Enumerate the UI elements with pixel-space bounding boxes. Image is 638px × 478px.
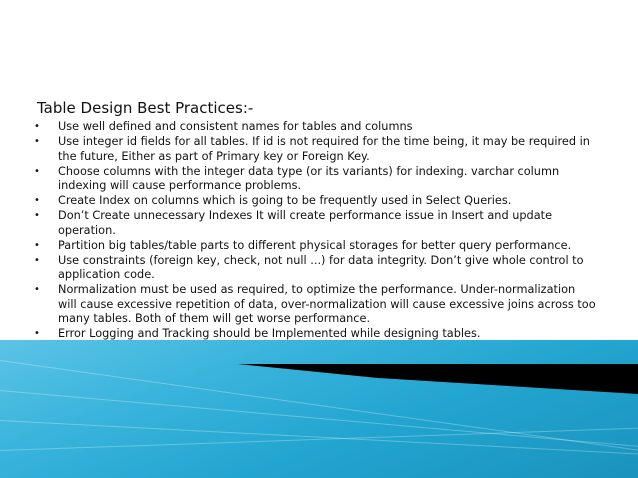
bullet-marker: • <box>34 254 40 266</box>
bullet-text: Use integer id fields for all tables. If id is not required for the time being, it may be required in the future, Either as part of Primary key or Foreign Key. <box>58 135 590 163</box>
bullet-item <box>34 238 597 254</box>
bullet-item <box>34 283 597 327</box>
bullet-marker: • <box>34 328 40 339</box>
bullet-item <box>34 209 597 238</box>
decorative-blue-band <box>0 340 638 478</box>
bullet-marker: • <box>34 239 40 251</box>
bullet-text: Use well defined and consistent names for tables and columns <box>58 120 413 133</box>
bullet-marker: • <box>34 210 40 221</box>
bullet-marker: • <box>34 284 40 295</box>
bullet-marker: • <box>34 136 40 147</box>
decorative-black-wedge <box>238 364 638 394</box>
bullet-text: Use constraints (foreign key, check, not null ...) for data integrity. Don’t give whole control to application code. <box>58 253 584 281</box>
bullet-item <box>34 327 597 342</box>
bullet-item <box>34 120 597 135</box>
bullet-text: Error Logging and Tracking should be Implemented while designing tables. <box>58 327 481 340</box>
decorative-line <box>0 390 638 452</box>
bullet-text: Normalization must be used as required, to optimize the performance. Under-normalization will cause excessive repetition of data, over-normalization will cause excessive joins across too many tables. Both of them will get worse performance. <box>58 283 596 325</box>
bullet-item <box>34 194 597 209</box>
bullet-text: Choose columns with the integer data type (or its variants) for indexing. varchar column indexing will cause performance problems. <box>58 164 560 192</box>
bullet-item <box>34 164 597 194</box>
bullet-text: Partition big tables/table parts to different physical storages for better query performance. <box>58 238 572 252</box>
bullet-marker: • <box>34 165 40 177</box>
bullet-marker: • <box>34 121 40 132</box>
bullet-marker: • <box>34 195 40 206</box>
bullet-list <box>34 120 597 342</box>
bullet-text: Create Index on columns which is going to be frequently used in Select Queries. <box>58 194 512 207</box>
slide-content <box>34 99 597 342</box>
bullet-item <box>34 253 597 283</box>
bullet-item <box>34 135 597 164</box>
slide-title: Table Design Best Practices:- <box>37 99 254 117</box>
bullet-text: Don’t Create unnecessary Indexes It will create performance issue in Insert and update operation. <box>58 209 553 237</box>
